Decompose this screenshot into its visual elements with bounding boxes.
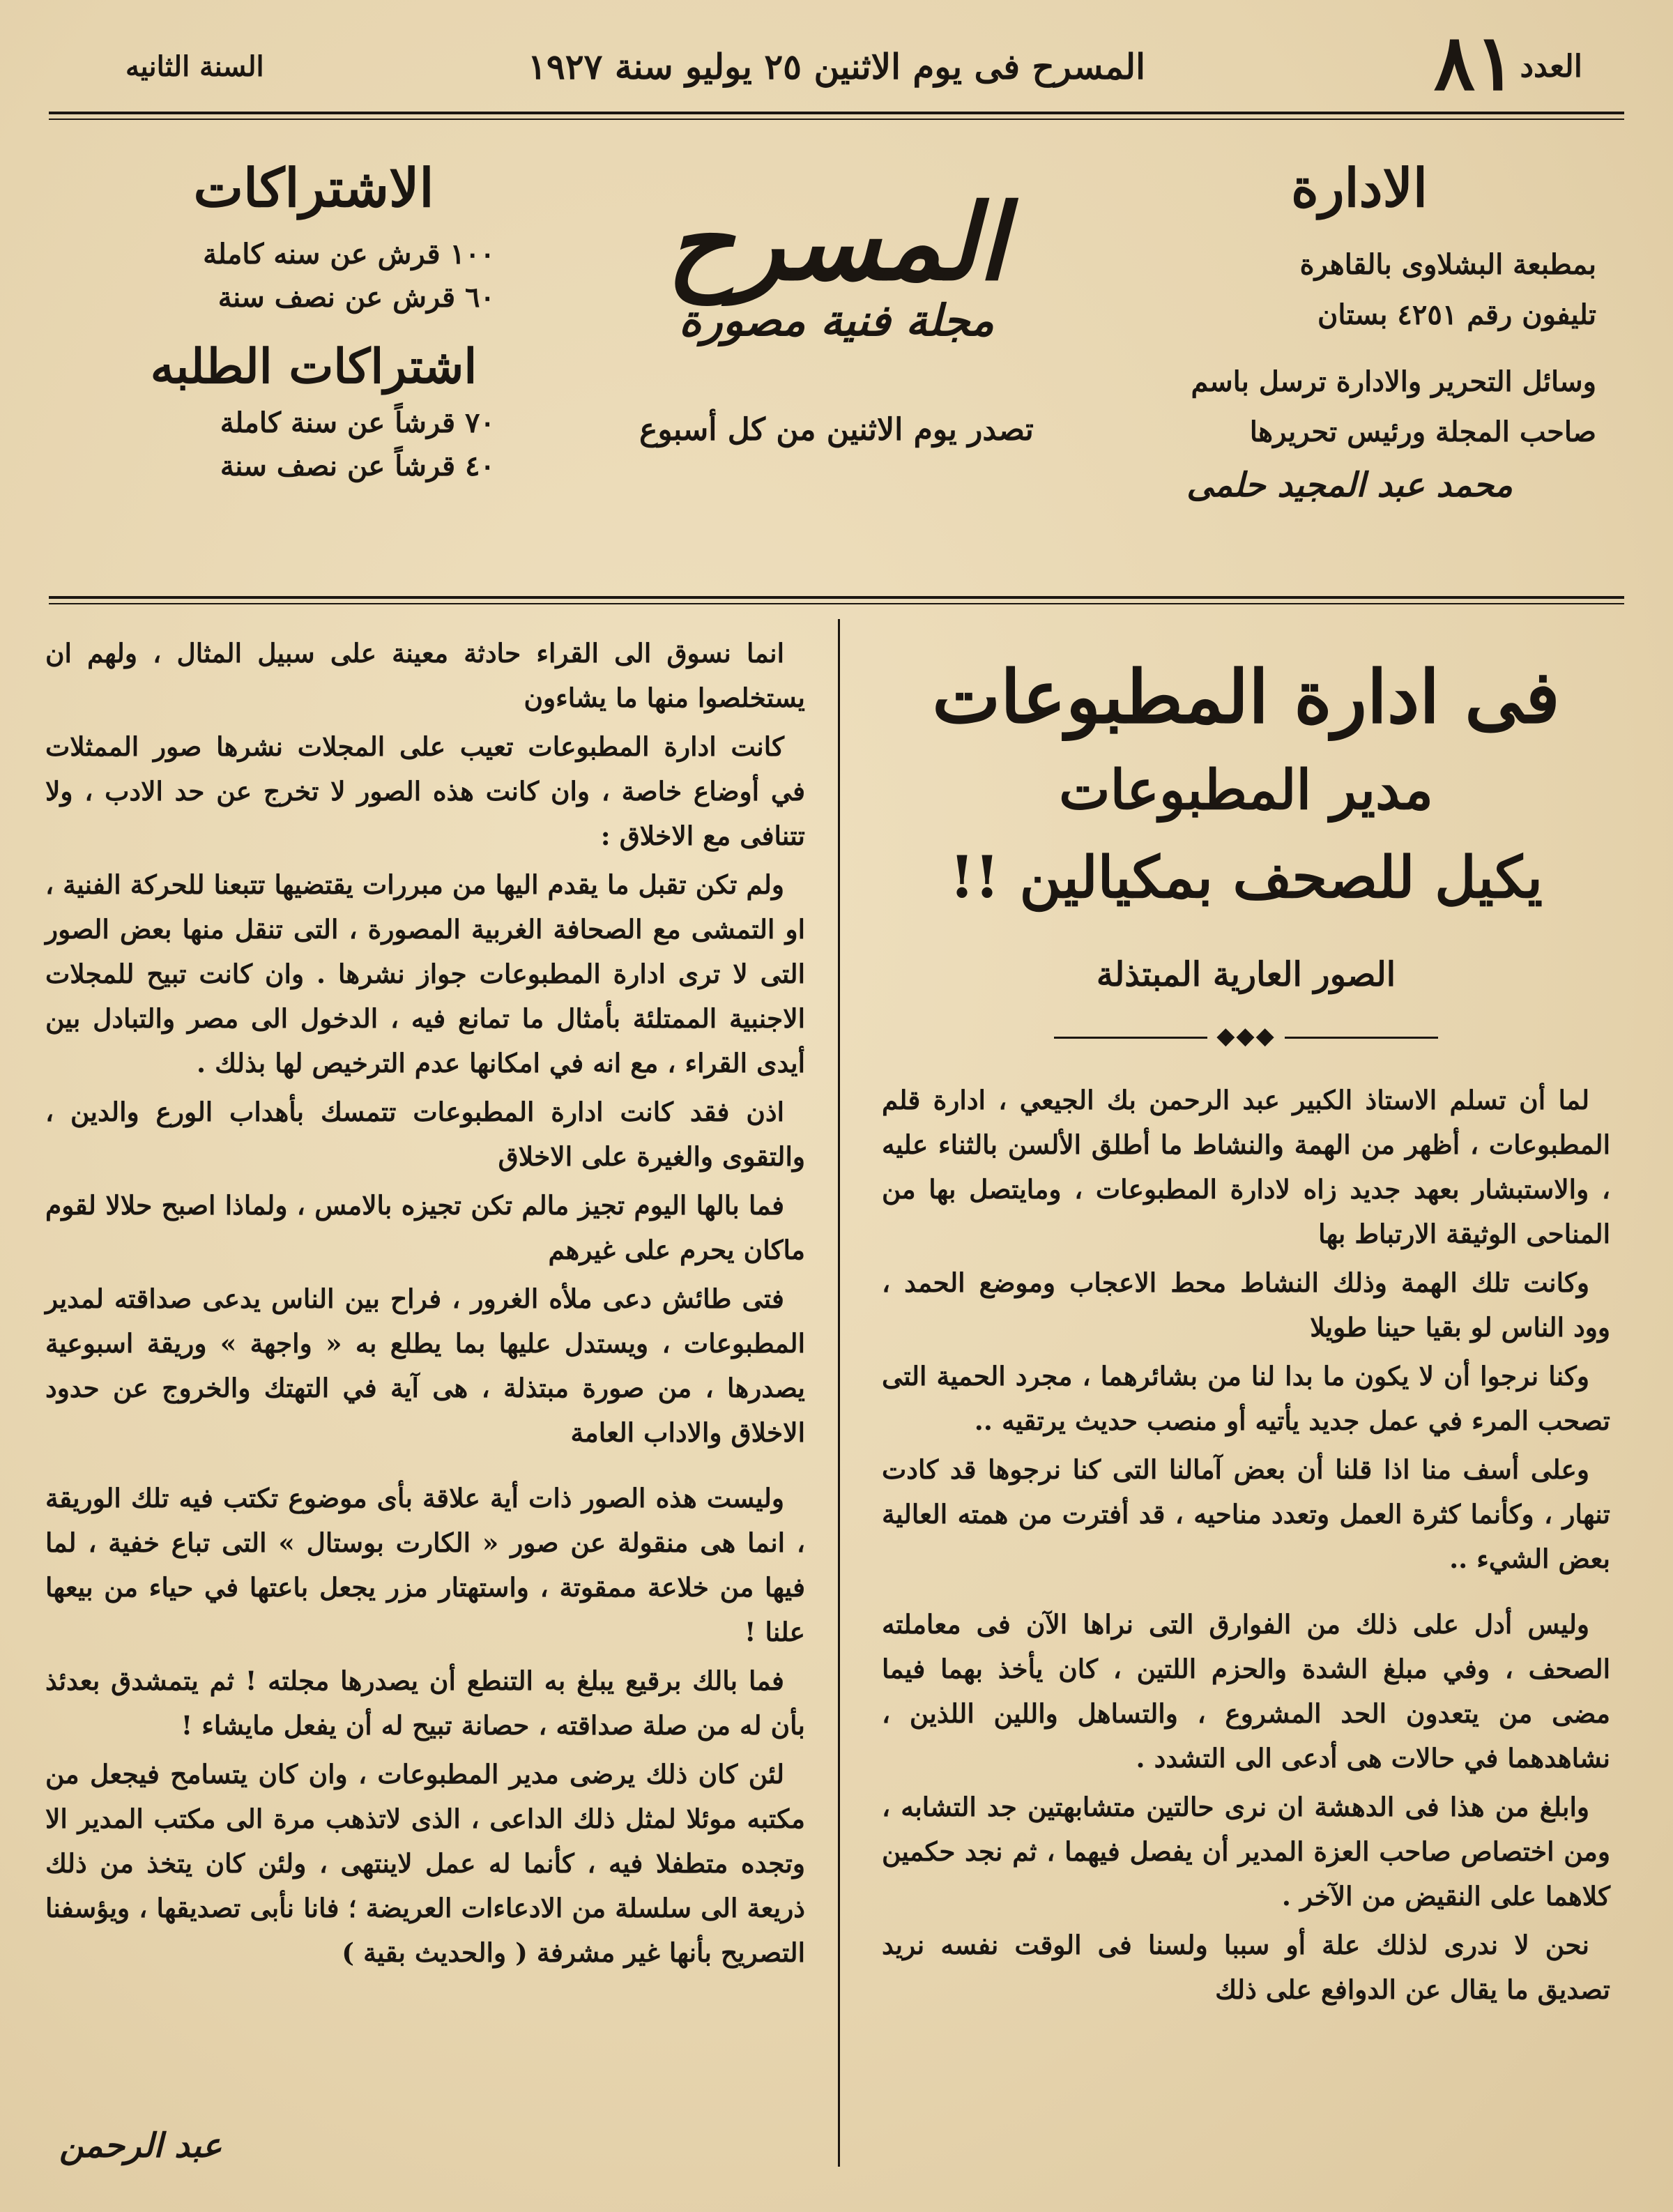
ornament-divider: ◆◆◆	[882, 1022, 1610, 1050]
paragraph: فما بالك برقيع يبلغ به التنطع أن يصدرها مجلته ! ثم يتمشدق بعدئذ بأن له من صلة صداقته ، حصانة تبيح له أن يفعل مايشاء !	[45, 1665, 805, 1741]
top-header	[49, 17, 1624, 107]
article-headline: فى ادارة المطبوعات	[932, 654, 1560, 740]
paragraph: لما أن تسلم الاستاذ الكبير عبد الرحمن بك الجيعي ، ادارة قلم المطبوعات ، أظهر من الهمة والنشاط ما أطلق الألسن بالثناء عليه ، والاستبشار بعهد جديد زاه لادارة المطبوعات ، ومايتصل بها من المناحى الوثيقة الارتباط بها	[882, 1085, 1610, 1249]
admin-box	[1094, 157, 1624, 513]
paragraph: انما نسوق الى القراء حادثة معينة على سبيل المثال ، ولهم ان يستخلصوا منها ما يشاءون	[45, 638, 805, 713]
subscription-line: ٤٠ قرشاً عن نصف سنة	[220, 450, 495, 482]
students-subscriptions-title: اشتراكات الطلبه	[150, 339, 478, 395]
article-subhead: مدير المطبوعات	[1059, 758, 1433, 822]
author-signature: عبد الرحمن	[59, 2126, 222, 2165]
paragraph: اذن فقد كانت ادارة المطبوعات تتمسك بأهداب الورع والدين ، والتقوى والغيرة على الاخلاق	[45, 1097, 805, 1172]
issue-label: العدد	[1520, 49, 1582, 84]
column-divider	[838, 619, 840, 2167]
issue-number: ٨١	[1433, 17, 1516, 107]
masthead	[49, 125, 1624, 572]
header-rule	[49, 112, 1624, 114]
subscriptions-title: الاشتراكات	[193, 157, 434, 219]
admin-title: الادارة	[1291, 157, 1428, 219]
subscriptions-box	[49, 157, 579, 488]
paragraph: وليس أدل على ذلك من الفوارق التى نراها الآن فى معاملته الصحف ، وفي مبلغ الشدة والحزم اللتين ، كان يأخذ بهما فيما مضى من يتعدون الحد المشروع ، والتساهل واللين اللذين ، نشاهدهما في حالات هى أدعى الى التشدد .	[882, 1609, 1610, 1774]
paragraph: ولم تكن تقبل ما يقدم اليها من مبررات يقتضيها تتبعنا للحركة الفنية ، او التمشى مع الصحافة الغربية المصورة ، التى تنقل منها بعض الصور التى لا ترى ادارة المطبوعات جواز نشرها . وان كانت تبيح للمجلات الاجنبية الممتلئة بأمثال ما تمانع فيه ، الدخول الى مصر والتبادل بين أيدى القراء ، مع انه في امكانها عدم الترخيص لها بذلك .	[45, 869, 805, 1078]
admin-line: وسائل التحرير والادارة ترسل باسم	[1191, 365, 1596, 398]
subscription-line: ٦٠ قرش عن نصف سنة	[217, 281, 495, 314]
paragraph: وابلغ من هذا فى الدهشة ان نرى حالتين متشابهتين جد التشابه ، ومن اختصاص صاحب العزة المدير أن يفصل فيهما ، ثم نجد حكمين كلاهما على النقيض من الآخر .	[882, 1792, 1610, 1912]
paragraph: وكنا نرجوا أن لا يكون ما بدا لنا من بشائرهما ، مجرد الحمية التى تصحب المرء في عمل جديد يأتيه أو منصب حديث يرتقيه ..	[882, 1361, 1610, 1436]
article-right-column	[882, 631, 1610, 2016]
paragraph: لئن كان ذلك يرضى مدير المطبوعات ، وان كان يتسامح فيجعل من مكتبه موئلا لمثل ذلك الداعى ، الذى لاتذهب مرة الى مكتب المدير الا وتجده متطفلا فيه ، كأنما له عمل لاينتهى ، ولئن كان يتخذ من ذلك ذريعة الى سلسلة من الادعاءات العريضة ؛ فانا نأبى تصديقها ، ويؤسفنا التصريح بأنها غير مشرفة ( والحديث بقية )	[45, 1759, 805, 1968]
masthead-rule	[49, 596, 1624, 599]
paragraph: كانت ادارة المطبوعات تعيب على المجلات نشرها صور الممثلات في أوضاع خاصة ، وان كانت هذه الصور لا تخرج عن حد الادب ، ولا تتنافى مع الاخلاق :	[45, 731, 805, 851]
article-subhead: الصور العارية المبتذلة	[1096, 955, 1396, 994]
masthead-center	[579, 181, 1094, 448]
article-subhead: يكيل للصحف بمكيالين !!	[949, 844, 1543, 911]
admin-line: بمطبعة البشلاوى بالقاهرة	[1299, 248, 1596, 281]
admin-line: صاحب المجلة ورئيس تحريرها	[1249, 415, 1596, 448]
paragraph: فتى طائش دعى ملأه الغرور ، فراح بين الناس يدعى صداقته لمدير المطبوعات ، ويستدل عليها بما يطلع به « واجهة » وريقة اسبوعية يصدرها ، من صورة مبتذلة ، هى آية في التهتك والخروج عن حدود الاخلاق والاداب العامة	[45, 1283, 805, 1448]
paragraph: وكانت تلك الهمة وذلك النشاط محط الاعجاب وموضع الحمد ، وود الناس لو بقيا حينا طويلا	[882, 1267, 1610, 1343]
dateline: المسرح فى يوم الاثنين ٢٥ يوليو سنة ١٩٢٧	[527, 46, 1146, 87]
masthead-subtitle: مجلة فنية مصورة	[679, 294, 994, 346]
paragraph: فما بالها اليوم تجيز مالم تكن تجيزه بالامس ، ولماذا اصبح حلالا لقوم ماكان يحرم على غيرهم	[45, 1190, 805, 1265]
editor-signature: محمد عبد المجيد حلمى	[1186, 466, 1513, 505]
masthead-title: المسرح	[666, 181, 1007, 304]
paragraph: وليست هذه الصور ذات أية علاقة بأى موضوع تكتب فيه تلك الوريقة ، انما هى منقولة عن صور « الكارت بوستال » التى تباع خفية ، لما فيها من خلاعة ممقوتة ، واستهتار مزر يجعل باعتها في حياء من بيعها علنا !	[45, 1483, 805, 1647]
article-left-column	[45, 631, 805, 1979]
masthead-issued: تصدر يوم الاثنين من كل أسبوع	[639, 411, 1034, 448]
year-label: السنة الثانيه	[125, 50, 264, 83]
admin-line: تليفون رقم ٤٢٥١ بستان	[1317, 298, 1596, 331]
subscription-line: ٧٠ قرشاً عن سنة كاملة	[220, 406, 495, 439]
paragraph: نحن لا ندرى لذلك علة أو سببا ولسنا فى الوقت نفسه نريد تصديق ما يقال عن الدوافع على ذلك	[882, 1930, 1610, 2005]
paragraph: وعلى أسف منا اذا قلنا أن بعض آمالنا التى كنا نرجوها قد كادت تنهار ، وكأنما كثرة العمل وتعدد مناحيه ، قد أفترت من همته العالية بعض الشيء ..	[882, 1454, 1610, 1574]
subscription-line: ١٠٠ قرش عن سنه كاملة	[203, 238, 495, 270]
